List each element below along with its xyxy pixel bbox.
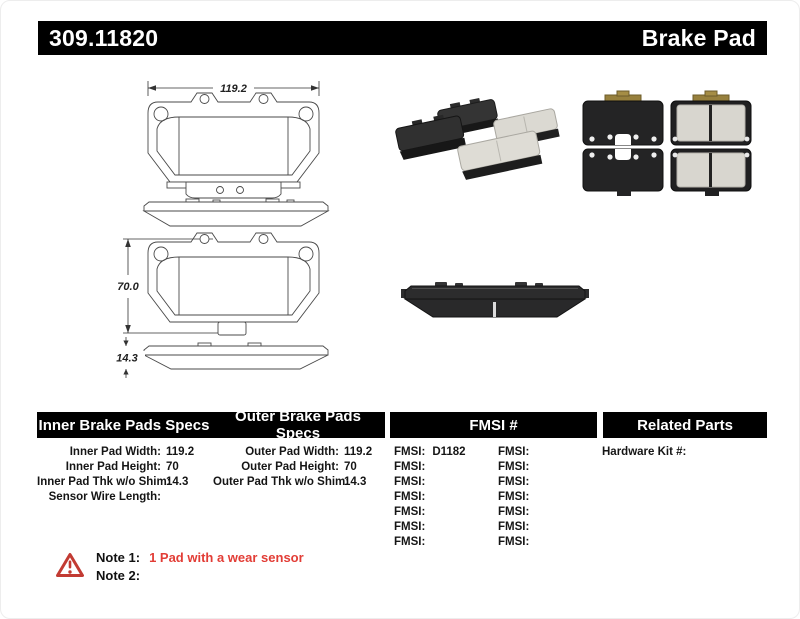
- spec-row: Outer Pad Thk w/o Shim: 14.3: [213, 476, 367, 488]
- fmsi-header-bar: [390, 412, 597, 438]
- outer-specs-title: Outer Brake Pads Specs: [235, 408, 361, 442]
- fmsi-row: FMSI:: [498, 491, 530, 503]
- pad-front-view-inner: [148, 93, 319, 198]
- fmsi-row: FMSI:: [394, 506, 426, 518]
- note-1-label: Note 1:: [96, 550, 141, 565]
- spec-row: Outer Pad Height: 70: [241, 461, 357, 473]
- spec-row: Inner Pad Width: 119.2: [69, 446, 195, 458]
- dimension-thickness-label: 14.3: [116, 352, 138, 365]
- spec-row: Inner Pad Thk w/o Shim: 14.3: [37, 476, 189, 488]
- inner-specs-table: [37, 445, 194, 505]
- header-bar: [38, 21, 767, 55]
- fmsi-row: FMSI:: [394, 476, 426, 488]
- part-number: 309.11820: [49, 24, 159, 51]
- related-title: Related Parts: [637, 416, 733, 434]
- fmsi-column-1: [394, 445, 466, 550]
- pad-front-light: [457, 130, 542, 180]
- fmsi-row: FMSI: D1182: [394, 446, 466, 458]
- friction-pad-top: [671, 91, 751, 145]
- technical-drawing: [101, 69, 341, 389]
- note-1-text: 1 Pad with a wear sensor: [149, 550, 304, 565]
- outer-specs-table: [213, 445, 372, 490]
- warning-triangle-icon: [56, 552, 84, 578]
- dimension-height-label: 70.0: [117, 281, 139, 293]
- dimension-height: [117, 239, 221, 333]
- photo-pad-edge: [399, 275, 591, 323]
- fmsi-row: FMSI:: [498, 536, 530, 548]
- dimension-width: [148, 81, 319, 96]
- fmsi-row: FMSI:: [498, 446, 530, 458]
- spec-row: Outer Pad Width: 119.2: [245, 446, 373, 458]
- fmsi-row: FMSI:: [394, 536, 426, 548]
- fmsi-row: FMSI:: [498, 476, 530, 488]
- fmsi-row: FMSI:: [498, 461, 530, 473]
- photo-pads-flat: [579, 87, 771, 197]
- friction-pad-bottom: [671, 149, 751, 196]
- fmsi-title: FMSI #: [469, 416, 518, 434]
- related-header-bar: [603, 412, 767, 438]
- fmsi-row: FMSI:: [394, 491, 426, 503]
- fmsi-row: FMSI:: [394, 461, 426, 473]
- fmsi-row: FMSI:: [394, 521, 426, 533]
- related-row: Hardware Kit #:: [602, 446, 687, 458]
- pad-front-dark: [394, 111, 466, 160]
- note-1: [96, 549, 304, 567]
- spec-row: Sensor Wire Length:: [48, 491, 161, 503]
- note-2: [96, 567, 304, 585]
- backing-plate-top: [583, 91, 663, 145]
- spec-row: Inner Pad Height: 70: [65, 461, 179, 473]
- related-parts-table: [602, 445, 693, 460]
- fmsi-row: FMSI:: [498, 521, 530, 533]
- pad-front-view-outer: [148, 233, 319, 335]
- product-title: Brake Pad: [641, 24, 756, 51]
- notes-block: [96, 549, 304, 585]
- pad-side-view-lower: [144, 343, 328, 369]
- inner-specs-title: Inner Brake Pads Specs: [38, 416, 210, 434]
- dimension-thickness: [109, 337, 145, 378]
- note-2-label: Note 2:: [96, 568, 141, 583]
- backing-plate-bottom: [583, 149, 663, 196]
- fmsi-row: FMSI:: [498, 506, 530, 518]
- dimension-width-label: 119.2: [220, 83, 247, 95]
- photo-pads-angled: [393, 89, 583, 194]
- fmsi-column-2: [498, 445, 536, 550]
- pad-side-view-upper: [144, 199, 328, 226]
- specs-header-bar: [37, 408, 385, 442]
